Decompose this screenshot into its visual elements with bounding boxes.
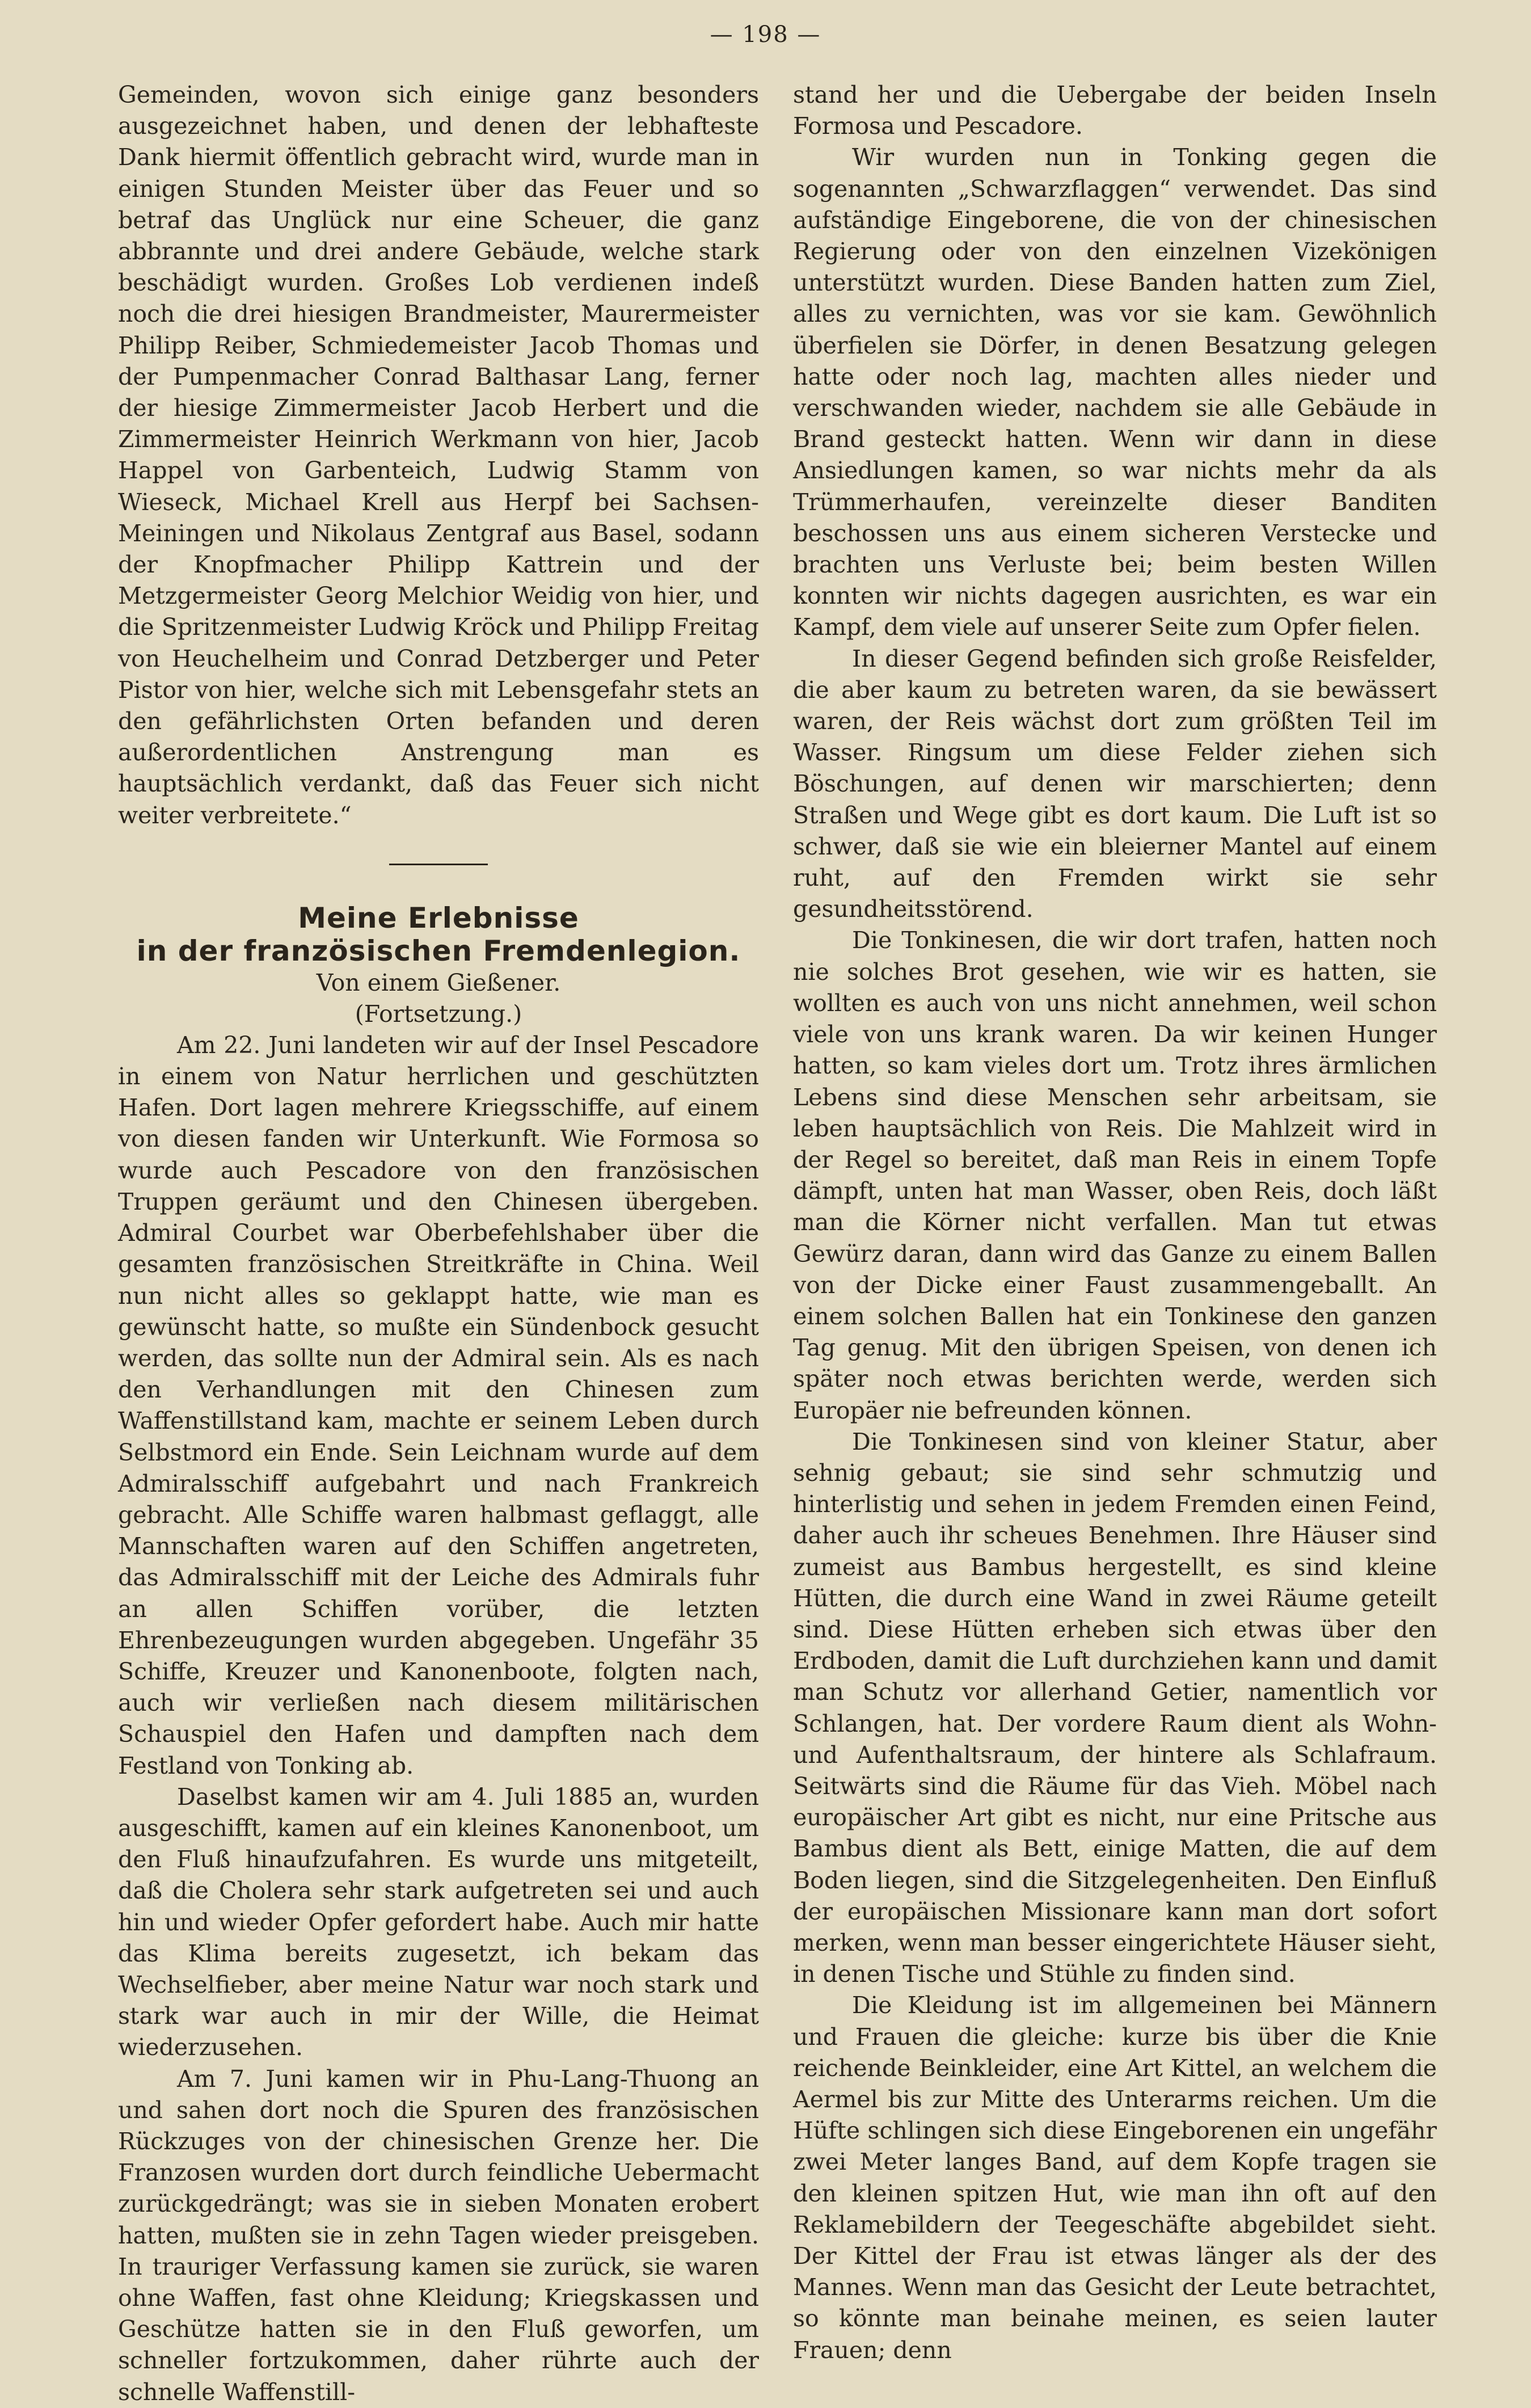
article-byline: Von einem Gießener. — [316, 969, 561, 996]
paragraph-tonking-arrival: Daselbst kamen wir am 4. Juli 1885 an, wurden ausgeschifft, kamen auf ein kleines Kanonenboot, um den Fluß hinaufzufahren. Es wurde uns mitgeteilt, daß die Cholera sehr stark aufgetreten sei und auch hin und wieder Opfer gefordert habe. Auch mir hatte das Klima bereits zugesetzt, ich bekam das Wechselfieber, aber meine Natur war noch stark und stark war auch in mir der Wille, die Heimat wiederzusehen. — [118, 1783, 759, 2061]
section-divider — [389, 864, 488, 865]
paragraph-rice-fields: In dieser Gegend befinden sich große Reisfelder, die aber kaum zu betreten waren, da sie bewässert waren, der Reis wächst dort zum größten Teil im Wasser. Ringsum um diese Felder ziehen sich Böschungen, auf denen wir marschierten; denn Straßen und Wege gibt es dort kaum. Die Luft ist so schwer, daß sie wie ein bleierner Mantel auf einem ruht, auf den Fremden wirkt sie sehr gesundheitsstörend. — [793, 645, 1437, 923]
paragraph-pescadore: Am 22. Juni landeten wir auf der Insel Pescadore in einem von Natur herrlichen und geschützten Hafen. Dort lagen mehrere Kriegsschiffe, auf einem von diesen fanden wir Unterkunft. Wie Formosa so wurde auch Pescadore von den französischen Truppen geräumt und den Chinesen übergeben. Admiral Courbet war Oberbefehlshaber über die gesamten französischen Streitkräfte in China. Weil nun nicht alles so geklappt hatte, wie man es gewünscht hatte, so mußte ein Sündenbock gesucht werden, das sollte nun der Admiral sein. Als es nach den Verhandlungen mit den Chinesen zum Waffenstillstand kam, machte er seinem Leben durch Selbstmord ein Ende. Sein Leichnam wurde auf dem Admiralsschiff aufgebahrt und nach Frankreich gebracht. Alle Schiffe waren halbmast geflaggt, alle Mannschaften waren auf den Schiffen angetreten, das Admiralsschiff mit der Leiche des Admirals fuhr an allen Schiffen vorüber, die letzten Ehrenbezeugungen wurden abgegeben. Ungefähr 35 Schiffe, Kreuzer und Kanonenboote, folgten nach, auch wir verließen nach diesem militärischen Schauspiel den Hafen und dampften nach dem Festland von Tonking ab. — [118, 1031, 759, 1779]
paragraph-armistice: stand her und die Uebergabe der beiden Inseln Formosa und Pescadore. — [793, 81, 1437, 140]
article-title-line-1: Meine Erlebnisse — [298, 901, 579, 934]
paragraph-fire-report: Gemeinden, wovon sich einige ganz besonders ausgezeichnet haben, und denen der lebhafteste Dank hiermit öffentlich gebracht wird, wurde man in einigen Stunden Meister über das Feuer und so betraf das Unglück nur eine Scheuer, die ganz abbrannte und drei andere Gebäude, welche stark beschädigt wurden. Großes Lob verdienen indeß noch die drei hiesigen Brandmeister, Maurermeister Philipp Reiber, Schmiedemeister Jacob Thomas und der Pumpenmacher Conrad Balthasar Lang, ferner der hiesige Zimmermeister Jacob Herbert und die Zimmermeister Heinrich Werkmann von hier, Jacob Happel von Garbenteich, Ludwig Stamm von Wieseck, Michael Krell aus Herpf bei Sachsen-Meiningen und Nikolaus Zentgraf aus Basel, sodann der Knopfmacher Philipp Kattrein und der Metzgermeister Georg Melchior Weidig von hier, und die Spritzenmeister Ludwig Kröck und Philipp Freitag von Heuchelheim und Conrad Detzberger und Peter Pistor von hier, welche sich mit Lebensgefahr stets an den gefährlichsten Orten befanden und deren außerordentlichen Anstrengung man es hauptsächlich verdankt, daß das Feuer sich nicht weiter verbreitete.“ — [118, 81, 759, 829]
page-number: — 198 — — [710, 22, 821, 48]
paragraph-food: Die Tonkinesen, die wir dort trafen, hatten noch nie solches Brot gesehen, wie wir es hatten, sie wollten es auch von uns nicht annehmen, weil schon viele von uns krank waren. Da wir keinen Hunger hatten, so kam vieles dort um. Trotz ihres ärmlichen Lebens sind diese Menschen sehr arbeitsam, sie leben hauptsächlich von Reis. Die Mahlzeit wird in der Regel so bereitet, daß man Reis in einem Topfe dämpft, unten hat man Wasser, oben Reis, doch läßt man die Körner nicht verfallen. Man tut etwas Gewürz daran, dann wird das Ganze zu einem Ballen von der Dicke einer Faust zusammengeballt. An einem solchen Ballen hat ein Tonkinese den ganzen Tag genug. Mit den übrigen Speisen, von denen ich später noch etwas berichten werde, werden sich Europäer nie befreunden können. — [793, 927, 1437, 1424]
paragraph-black-flags: Wir wurden nun in Tonking gegen die sogenannten „Schwarzflaggen“ verwendet. Das sind aufständige Eingeborene, die von der chinesischen Regierung oder von den einzelnen Vizekönigen unterstützt wurden. Diese Banden hatten zum Ziel, alles zu vernichten, was vor sie kam. Gewöhnlich überfielen sie Dörfer, in denen Besatzung gelegen hatte oder noch lag, machten alles nieder und verschwanden wieder, nachdem sie alle Gebäude in Brand gesteckt hatten. Wenn wir dann in diese Ansiedlungen kamen, so war nichts mehr da als Trümmerhaufen, vereinzelte dieser Banditen beschossen uns aus einem sicheren Verstecke und brachten uns Verluste bei; beim besten Willen konnten wir nichts dagegen ausrichten, es war ein Kampf, dem viele auf unserer Seite zum Opfer fielen. — [793, 144, 1437, 641]
left-column — [118, 79, 759, 2408]
article-title-line-2: in der französischen Fremdenlegion. — [136, 934, 741, 967]
paragraph-clothing: Die Kleidung ist im allgemeinen bei Männern und Frauen die gleiche: kurze bis über die Knie reichende Beinkleider, eine Art Kittel, an welchem die Aermel bis zur Mitte des Unterarms reichen. Um die Hüfte schlingen sich diese Eingeborenen ein ungefähr zwei Meter langes Band, auf dem Kopfe tragen sie den kleinen spitzen Hut, wie man ihn oft auf den Reklamebildern der Teegeschäfte abgebildet sieht. Der Kittel der Frau ist etwas länger als der des Mannes. Wenn man das Gesicht der Leute betrachtet, so könnte man beinahe meinen, es seien lauter Frauen; denn — [793, 1992, 1437, 2364]
right-column — [793, 79, 1437, 2366]
paragraph-phu-lang-thuong: Am 7. Juni kamen wir in Phu-Lang-Thuong an und sahen dort noch die Spuren des französischen Rückzuges von der chinesischen Grenze her. Die Franzosen wurden dort durch feindliche Uebermacht zurückgedrängt; was sie in sieben Monaten erobert hatten, mußten sie in zehn Tagen wieder preisgeben. In trauriger Verfassung kamen sie zurück, sie waren ohne Waffen, fast ohne Kleidung; Kriegskassen und Geschütze hatten sie in den Fluß geworfen, um schneller fortzukommen, daher rührte auch der schnelle Waffenstill- — [118, 2065, 759, 2406]
paragraph-houses: Die Tonkinesen sind von kleiner Statur, aber sehnig gebaut; sie sind sehr schmutzig und hinterlistig und sehen in jedem Fremden einen Feind, daher auch ihr scheues Benehmen. Ihre Häuser sind zumeist aus Bambus hergestellt, es sind kleine Hütten, die durch eine Wand in zwei Räume geteilt sind. Diese Hütten erheben sich etwas über den Erdboden, damit die Luft durchziehen kann und damit man Schutz vor allerhand Getier, namentlich vor Schlangen, hat. Der vordere Raum dient als Wohn- und Aufenthaltsraum, der hintere als Schlafraum. Seitwärts sind die Räume für das Vieh. Möbel nach europäischer Art gibt es nicht, nur eine Pritsche aus Bambus dient als Bett, einige Matten, die auf dem Boden liegen, sind die Sitzgelegenheiten. Den Einfluß der europäischen Missionare kann man dort sofort merken, wenn man besser eingerichtete Häuser sieht, in denen Tische und Stühle zu finden sind. — [793, 1428, 1437, 1988]
article-continuation: (Fortsetzung.) — [355, 1000, 522, 1028]
